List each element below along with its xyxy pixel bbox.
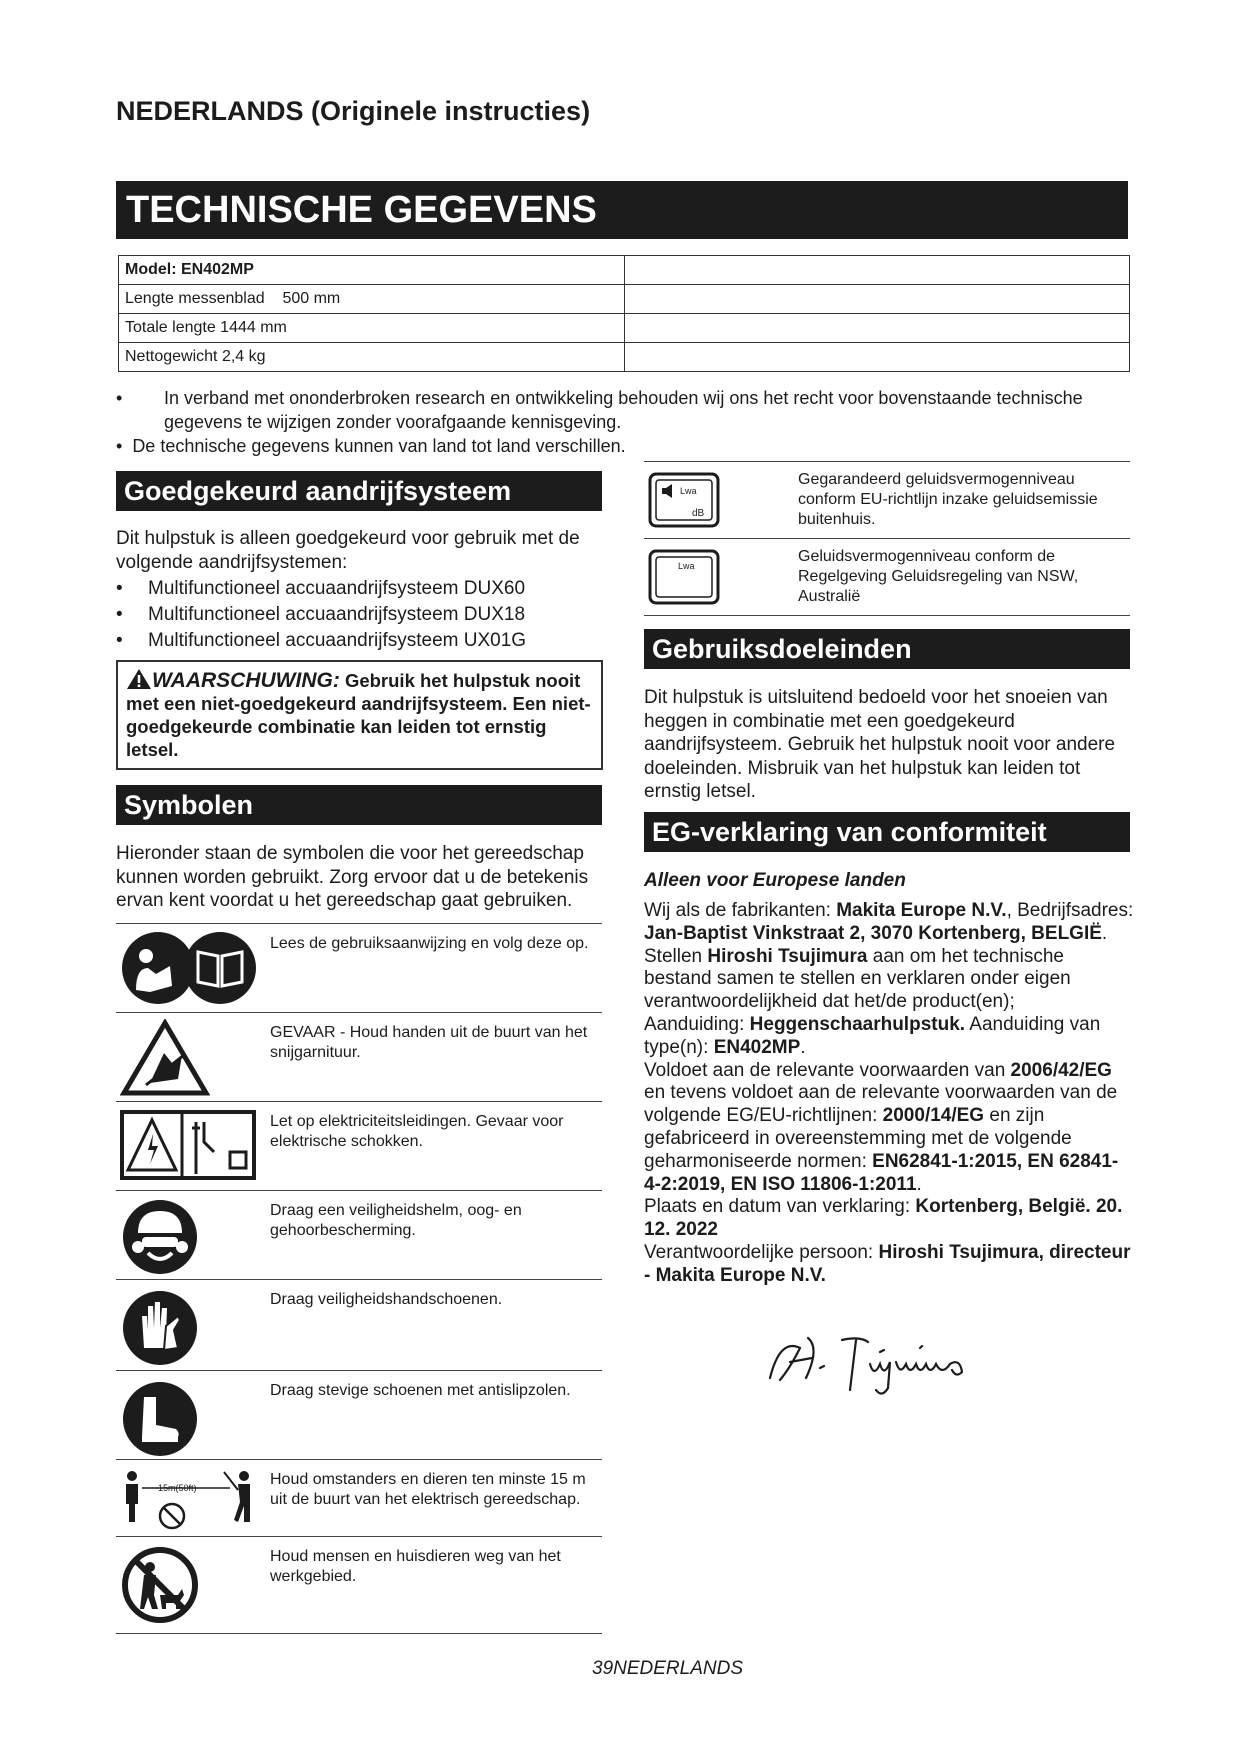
symbol-text: Houd omstanders en dieren ten minste 15 m uit de buurt van het elektrisch gereedschap.	[270, 1471, 586, 1508]
warning-text: Gebruik het hulpstuk nooit met een niet-goedgekeurd aandrijfsysteem. Een niet-goedgekeurde combinatie kan leiden tot ernstig letsel.	[126, 670, 591, 760]
specs-table	[118, 255, 1130, 372]
distance-label: 15m(50ft)	[158, 1483, 197, 1493]
declaration-manufacturer: Wij als de fabrikanten: Makita Europe N.V., Bedrijfsadres: Jan-Baptist Vinkstraat 2, 3070 Kortenberg, BELGIË. Stellen Hiroshi Tsujimura aan om het technische bestand samen te stellen en verklaren onder eigen verantwoordelijkheid dat het/de product(en);	[644, 900, 1134, 1013]
no-people-animals-icon	[120, 1545, 200, 1630]
symbol-row	[116, 1101, 602, 1190]
symbol-text: Let op elektriciteitsleidingen. Gevaar voor elektrische schokken.	[270, 1113, 564, 1150]
declaration-directives: Voldoet aan de relevante voorwaarden van 2006/42/EG en tevens voldoet aan de relevante voorwaarden van de volgende EG/EU-richtlijnen: 2000/14/EG en zijn gefabriceerd in overeenstemming met de volgende geharmoniseerde normen: EN62841-1:2015, EN 62841-4-2:2019, EN ISO 11806-1:2011.	[644, 1059, 1119, 1195]
symbol-text: GEVAAR - Houd handen uit de buurt van het snijgarnituur.	[270, 1024, 588, 1061]
guaranteed-sound-power-icon	[648, 472, 720, 533]
table-row	[119, 314, 1130, 343]
list-item: • De technische gegevens kunnen van land tot land verschillen.	[116, 436, 626, 456]
declaration-subtitle: Alleen voor Europese landen	[644, 870, 906, 891]
symbol-text: Draag stevige schoenen met antislipzolen.	[270, 1382, 571, 1399]
warning-label: WAARSCHUWING:	[152, 669, 340, 692]
noise-row	[644, 538, 1130, 616]
list-item: • Multifunctioneel accuaandrijfsysteem DUX18	[116, 604, 526, 625]
svg-text:dB: dB	[692, 508, 705, 519]
symbol-text: Lees de gebruiksaanwijzing en volg deze op.	[270, 935, 589, 952]
spec-total-length: Totale lengte 1444 mm	[119, 314, 625, 343]
noise-text: Geluidsvermogenniveau conform de Regelgeving Geluidsregeling van NSW, Australië	[798, 548, 1079, 605]
symbol-row	[116, 1370, 602, 1459]
safety-boots-icon	[120, 1377, 200, 1462]
symbols-intro: Hieronder staan de symbolen die voor het gereedschap kunnen worden gebruikt. Zorg ervoor dat u de betekenis ervan kent voordat u het gereedschap gaat gebruiken.	[116, 843, 589, 911]
spec-note-1: In verband met ononderbroken research en ontwikkeling behouden wij ons het recht voor bovenstaande technische gegevens te wijzigen zonder voorafgaande kennisgeving.	[164, 388, 1083, 432]
keep-distance-15m-icon	[120, 1466, 256, 1537]
safety-gloves-icon	[120, 1286, 200, 1371]
symbol-row	[116, 1279, 602, 1370]
table-row	[119, 285, 1130, 314]
symbol-row	[116, 923, 602, 1012]
symbols-heading: Symbolen	[116, 785, 602, 825]
page-number: 39NEDERLANDS	[592, 1658, 743, 1679]
noise-text: Gegarandeerd geluidsvermogenniveau conform EU-richtlijn inzake geluidsemissie buitenhuis.	[798, 471, 1098, 528]
table-row	[119, 256, 1130, 285]
table-row	[119, 343, 1130, 372]
symbol-row	[116, 1459, 602, 1536]
helmet-eye-ear-protection-icon	[120, 1197, 200, 1282]
declaration-place-date: Plaats en datum van verklaring: Kortenberg, België. 20. 12. 2022	[644, 1196, 1123, 1241]
approved-system-intro: Dit hulpstuk is alleen goedgekeurd voor gebruik met de volgende aandrijfsystemen:	[116, 528, 580, 573]
page-language-title: NEDERLANDS (Originele instructies)	[116, 96, 591, 126]
noise-row	[644, 461, 1130, 538]
read-manual-icon	[120, 930, 256, 1011]
intended-use-text: Dit hulpstuk is uitsluitend bedoeld voor het snoeien van heggen in combinatie met een goedgekeurd aandrijfsysteem. Gebruik het hulpstuk nooit voor andere doeleinden. Misbruik van het hulpstuk kan leiden tot ernstig letsel.	[644, 687, 1116, 802]
sound-power-nsw-icon	[648, 549, 720, 610]
approved-system-heading: Goedgekeurd aandrijfsysteem	[116, 471, 602, 511]
electric-lines-warning-icon	[120, 1108, 256, 1187]
approved-system-list	[116, 576, 606, 654]
spec-net-weight: Nettogewicht 2,4 kg	[119, 343, 625, 372]
symbol-row	[116, 1536, 602, 1634]
signature	[760, 1318, 1010, 1403]
list-item: • In verband met ononderbroken research en ontwikkeling behouden wij ons het recht voor bovenstaande technische gegevens te wijzigen zonder voorafgaande kennisgeving.	[116, 386, 1136, 434]
declaration-body	[644, 900, 1134, 1288]
warning-triangle-icon	[126, 668, 152, 690]
symbol-row	[116, 1190, 602, 1279]
spec-notes	[116, 386, 1136, 458]
declaration-designation: Aanduiding: Heggenschaarhulpstuk. Aanduiding van type(n): EN402MP.	[644, 1013, 1101, 1058]
spec-note-2: De technische gegevens kunnen van land tot land verschillen.	[132, 436, 626, 456]
technical-data-heading: TECHNISCHE GEGEVENS	[116, 181, 1128, 239]
list-item: • Multifunctioneel accuaandrijfsysteem DUX60	[116, 578, 526, 599]
svg-text:Lwa: Lwa	[678, 561, 695, 571]
symbol-text: Draag veiligheidshandschoenen.	[270, 1291, 503, 1308]
spec-blade-length: Lengte messenblad 500 mm	[119, 285, 625, 314]
symbol-row	[116, 1012, 602, 1101]
warning-box	[116, 660, 603, 770]
symbol-text: Draag een veiligheidshelm, oog- en gehoorbescherming.	[270, 1202, 522, 1239]
declaration-responsible: Verantwoordelijke persoon: Hiroshi Tsujimura, directeur - Makita Europe N.V.	[644, 1241, 1131, 1286]
svg-text:Lwa: Lwa	[680, 486, 697, 496]
list-item: • Multifunctioneel accuaandrijfsysteem UX01G	[116, 630, 527, 651]
symbol-text: Houd mensen en huisdieren weg van het werkgebied.	[270, 1548, 561, 1585]
hand-cutter-danger-icon	[120, 1019, 210, 1102]
spec-model: Model: EN402MP	[119, 256, 625, 285]
intended-use-heading: Gebruiksdoeleinden	[644, 629, 1130, 669]
declaration-heading: EG-verklaring van conformiteit	[644, 812, 1130, 852]
